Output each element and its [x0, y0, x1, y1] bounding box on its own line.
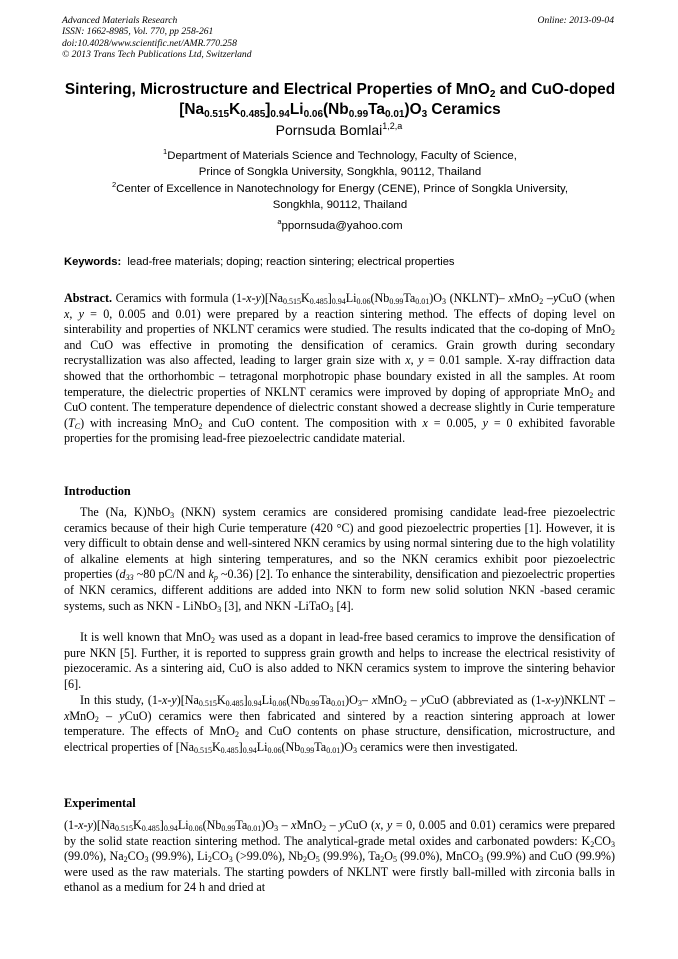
author-name: Pornsuda Bomlai$^{1,2,a}$ — [275, 121, 403, 138]
abstract-label: Abstract. — [64, 291, 113, 305]
paper-title: Sintering, Microstructure and Electrical Properties of MnO$_2$ and CuO-doped $[Na_{0.515}K_{0.485}]_{0.94}Li_{0.06}(Nb_{0.99}Ta_{0.01})O_3$ Ceramics — [64, 81, 616, 120]
online-date: Online: 2013-09-04 — [537, 15, 614, 26]
section-heading-experimental: Experimental — [64, 796, 136, 810]
journal-doi: doi:10.4028/www.scientific.net/AMR.770.258 — [62, 37, 237, 49]
affiliation-1: $^1$Department of Materials Science and Technology, Faculty of Science, Prince of Songkla University, Songkhla, 90112, Thailand — [163, 147, 517, 178]
journal-header — [62, 15, 252, 61]
affiliation-2: $^2$Center of Excellence in Nanotechnology for Energy (CENE), Prince of Songkla University, Songkhla, 90112, Thailand — [112, 180, 568, 211]
author-email: $^a$ppornsuda@yahoo.com — [277, 217, 403, 232]
experimental-paragraph: $(1-x-y)[Na_{0.515}K_{0.485}]_{0.94}Li_{0.06}(Nb_{0.99}Ta_{0.01})O_3$ – xMnO$_2$ – yCuO (x, y = 0, 0.005 and 0.01) ceramics were prepared by the solid state reaction sintering method. The analytical-grade metal oxides and carbonated powders: $K_2CO_3$ (99.0%), $Na_2CO_3$ (99.9%), $Li_2CO_3$ (>99.0%), $Nb_2O_5$ (99.9%), $Ta_2O_5$ (99.0%), MnCO$_3$ (99.9%) and CuO (99.9%) were used as the raw materials. The starting powders of NKLNT were firstly ball-milled with zirconia balls in ethanol as a medium for 24 h and dried at — [64, 818, 616, 895]
intro-paragraph-2: It is well known that MnO$_2$ was used as a dopant in lead-free based ceramics to improve the densification of pure NKN [5]. Further, it is reported to suppress grain growth and helps to increase the electrical resistivity of piezoceramic. As a sintering aid, CuO is also added to NKN ceramics system to improve the sintering behavior [6]. — [64, 630, 615, 691]
intro-paragraph-3: In this study, $(1-x-y)[Na_{0.515}K_{0.485}]_{0.94}Li_{0.06}(Nb_{0.99}Ta_{0.01})O_3-$ xMnO$_2$ – yCuO (abbreviated as (1-x-y)NKLNT – xMnO$_2$ – yCuO) ceramics were then fabricated and sintered by a reaction sintering approach at lower temperature. The effects of MnO$_2$ and CuO contents on phase structure, densification, microstructure, and electrical properties of $[Na_{0.515}K_{0.485}]_{0.94}Li_{0.06}(Nb_{0.99}Ta_{0.01})O_3$ ceramics were then investigated. — [64, 693, 616, 755]
journal-issn: ISSN: 1662-8985, Vol. 770, pp 258-261 — [62, 26, 214, 38]
journal-name: Advanced Materials Research — [62, 15, 178, 26]
section-heading-introduction: Introduction — [64, 484, 131, 498]
intro-paragraph-1: The (Na, K)NbO$_3$ (NKN) system ceramics are considered promising candidate lead-free piezoelectric ceramics because of their high Curie temperature (420 °C) and good piezoelectric properties [1]. However, it is very difficult to obtain dense and well-sintered NKN ceramics by using normal sintering due to the high volatility of alkaline elements at high sintering temperatures, and so the NKN ceramics exhibit poor piezoelectric properties ($d_{33}$ ~80 pC/N and $k_p$ ~0.36) [2]. To enhance the sinterability, densification and piezoelectric properties of NKN ceramics, different additions are added into NKN to form new solid solution NKN -based ceramic systems, such as NKN - LiNbO$_3$ [3], and NKN -LiTaO$_3$ [4]. — [64, 505, 615, 614]
journal-copyright: © 2013 Trans Tech Publications Ltd, Switzerland — [62, 49, 252, 61]
abstract-paragraph: Abstract. Ceramics with formula $(1-x-y)[Na_{0.515}K_{0.485}]_{0.94}Li_{0.06}(Nb_{0.99}Ta_{0.01})O_3$ (NKLNT)– xMnO$_2$ –yCuO (when x, y = 0, 0.005 and 0.01) were prepared by a reaction sintering method. The effects of doping level on sinterability and properties of NKLNT ceramics were studied. The results indicated that the co-doping of MnO$_2$ and CuO was effective in promoting the densification of ceramics. Grain growth during secondary recrystallization was also affected, leading to larger grain size with x, y = 0.01 sample. X-ray diffraction data showed that the orthorhombic – tetragonal morphotropic phase boundary existed in all the samples. At room temperature, the dielectric properties of NKLNT ceramics were improved by doping of appropriate MnO$_2$ and CuO content. The temperature dependence of dielectric constant showed a decrease slightly in Curie temperature $(T_C)$ with increasing MnO$_2$ and CuO content. The composition with x = 0.005, y = 0 exhibited favorable properties for the promising lead-free piezoelectric candidate material. — [64, 291, 616, 446]
keywords: Keywords: lead-free materials; doping; reaction sintering; electrical properties — [64, 256, 455, 268]
